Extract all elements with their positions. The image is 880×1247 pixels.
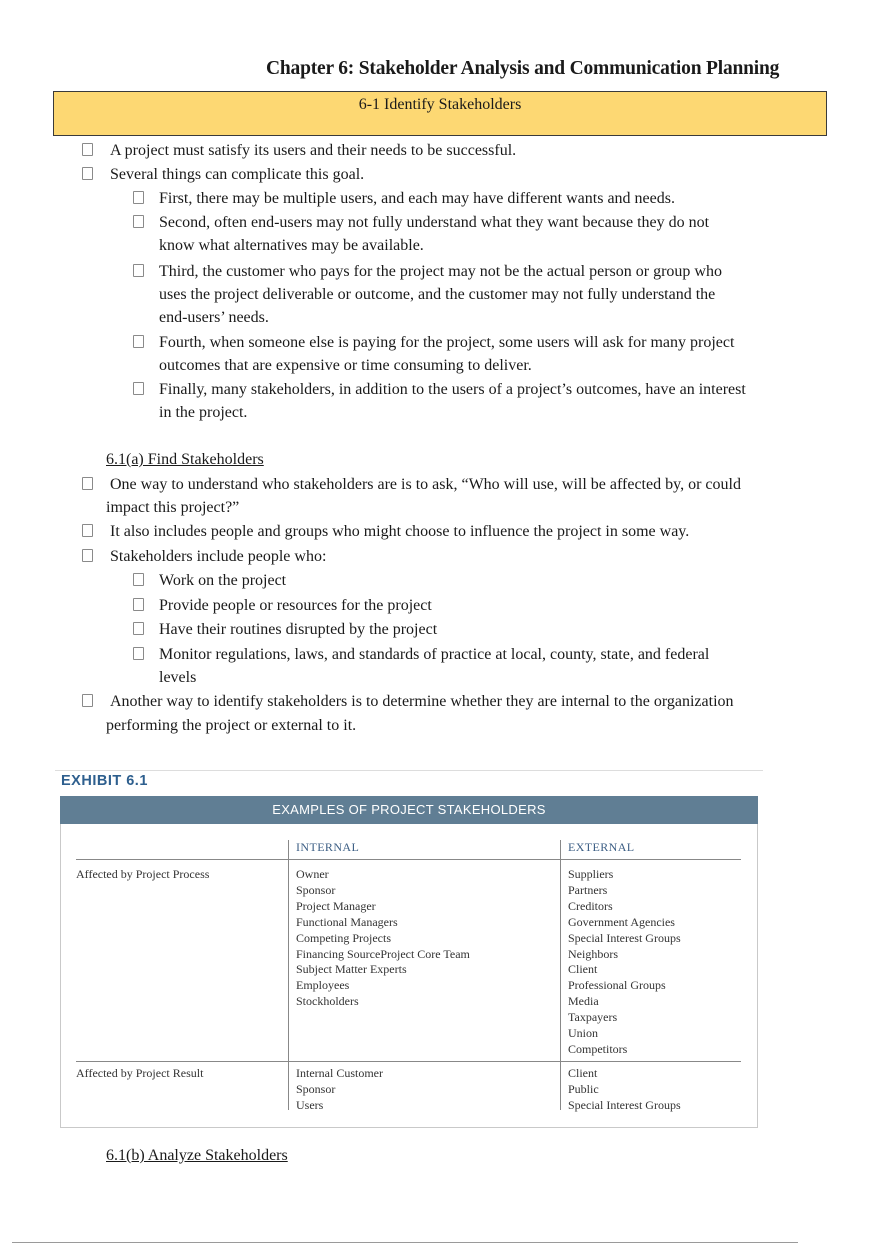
sub-bullet-icon	[133, 382, 144, 395]
list-item: Creditors	[568, 898, 613, 913]
bullet-text: Another way to identify stakeholders is to determine whether they are internal to the organization	[110, 693, 734, 710]
list-item: Media	[568, 994, 599, 1009]
bullet-text: It also includes people and groups who might choose to influence the project in some way.	[110, 523, 690, 540]
internal-result-list	[296, 1066, 383, 1114]
sub-bullet-icon	[133, 598, 144, 611]
column-divider	[560, 840, 561, 1110]
row-label-process: Affected by Project Process	[76, 867, 210, 881]
sub-bullet-text: Third, the customer who pays for the project may not be the actual person or group who	[159, 263, 722, 280]
sub-bullet-text: Have their routines disrupted by the project	[159, 621, 438, 638]
subsection-heading-analyze: 6.1(b) Analyze Stakeholders	[106, 1147, 288, 1164]
bullet-text: One way to understand who stakeholders are is to ask, “Who will use, will be affected by, or could	[110, 476, 741, 493]
list-item: Stockholders	[296, 994, 359, 1009]
bullet-icon	[82, 143, 93, 156]
sub-bullet-text: outcomes that are expensive or time consuming to deliver.	[159, 357, 532, 374]
list-item: Neighbors	[568, 946, 618, 961]
exhibit-label: EXHIBIT 6.1	[61, 773, 148, 789]
sub-bullet-text: Finally, many stakeholders, in addition to the users of a project’s outcomes, have an interest	[159, 381, 746, 398]
list-item: Sponsor	[296, 1081, 336, 1096]
sub-bullet-text: Monitor regulations, laws, and standards of practice at local, county, state, and federal	[159, 646, 710, 663]
exhibit-divider	[55, 770, 763, 771]
list-item: Competitors	[568, 1041, 628, 1056]
table-rule	[76, 859, 741, 860]
sub-bullet-icon	[133, 215, 144, 228]
list-item: Special Interest Groups	[568, 1097, 681, 1112]
list-item: Financing SourceProject Core Team	[296, 946, 470, 961]
list-item: Government Agencies	[568, 914, 675, 929]
exhibit-header: EXAMPLES OF PROJECT STAKEHOLDERS	[60, 796, 758, 824]
list-item: Owner	[296, 867, 329, 881]
column-header-internal: INTERNAL	[296, 840, 360, 854]
footer-rule	[12, 1242, 798, 1243]
list-item: Internal Customer	[296, 1066, 383, 1080]
list-item: Sponsor	[296, 882, 336, 897]
bullet-text: Stakeholders include people who:	[110, 548, 327, 565]
list-item: Functional Managers	[296, 914, 398, 929]
chapter-title: Chapter 6: Stakeholder Analysis and Communication Planning	[266, 58, 780, 79]
column-divider	[288, 840, 289, 1110]
sub-bullet-icon	[133, 264, 144, 277]
sub-bullet-icon	[133, 647, 144, 660]
subsection-heading-find: 6.1(a) Find Stakeholders	[106, 451, 264, 468]
bullet-icon	[82, 524, 93, 537]
sub-bullet-text: First, there may be multiple users, and each may have different wants and needs.	[159, 190, 675, 207]
list-item: Project Manager	[296, 898, 376, 913]
sub-bullet-text: uses the project deliverable or outcome, and the customer may not fully understand the	[159, 286, 716, 303]
sub-bullet-text: end-users’ needs.	[159, 309, 269, 326]
column-header-external: EXTERNAL	[568, 840, 635, 854]
sub-bullet-text: in the project.	[159, 404, 248, 421]
sub-bullet-text: Second, often end-users may not fully understand what they want because they do not	[159, 214, 710, 231]
list-item: Users	[296, 1097, 324, 1112]
sub-bullet-icon	[133, 191, 144, 204]
list-item: Partners	[568, 882, 608, 897]
list-item: Client	[568, 962, 598, 977]
table-rule	[76, 1061, 741, 1062]
list-item: Suppliers	[568, 867, 614, 881]
sub-bullet-text: Fourth, when someone else is paying for the project, some users will ask for many project	[159, 334, 735, 351]
sub-bullet-icon	[133, 335, 144, 348]
sub-bullet-icon	[133, 573, 144, 586]
list-item: Taxpayers	[568, 1010, 618, 1025]
list-item: Competing Projects	[296, 930, 391, 945]
internal-process-list	[296, 867, 470, 1010]
sub-bullet-text: levels	[159, 669, 197, 686]
bullet-text: A project must satisfy its users and their needs to be successful.	[110, 142, 517, 159]
bullet-icon	[82, 549, 93, 562]
list-item: Subject Matter Experts	[296, 962, 407, 977]
bullet-text: Several things can complicate this goal.	[110, 166, 365, 183]
sub-bullet-text: Work on the project	[159, 572, 287, 589]
bullet-icon	[82, 694, 93, 707]
list-item: Professional Groups	[568, 978, 666, 993]
bullet-text: performing the project or external to it.	[106, 717, 357, 734]
bullet-icon	[82, 477, 93, 490]
list-item: Public	[568, 1081, 599, 1096]
bullet-text: impact this project?”	[106, 499, 240, 516]
section-banner: 6-1 Identify Stakeholders	[53, 91, 827, 136]
list-item: Special Interest Groups	[568, 930, 681, 945]
row-label-result: Affected by Project Result	[76, 1066, 204, 1080]
sub-bullet-text: know what alternatives may be available.	[159, 237, 424, 254]
external-result-list	[568, 1066, 681, 1114]
external-process-list	[568, 867, 681, 1058]
bullet-icon	[82, 167, 93, 180]
list-item: Client	[568, 1066, 598, 1080]
sub-bullet-text: Provide people or resources for the project	[159, 597, 432, 614]
sub-bullet-icon	[133, 622, 144, 635]
list-item: Employees	[296, 978, 350, 993]
list-item: Union	[568, 1026, 598, 1041]
